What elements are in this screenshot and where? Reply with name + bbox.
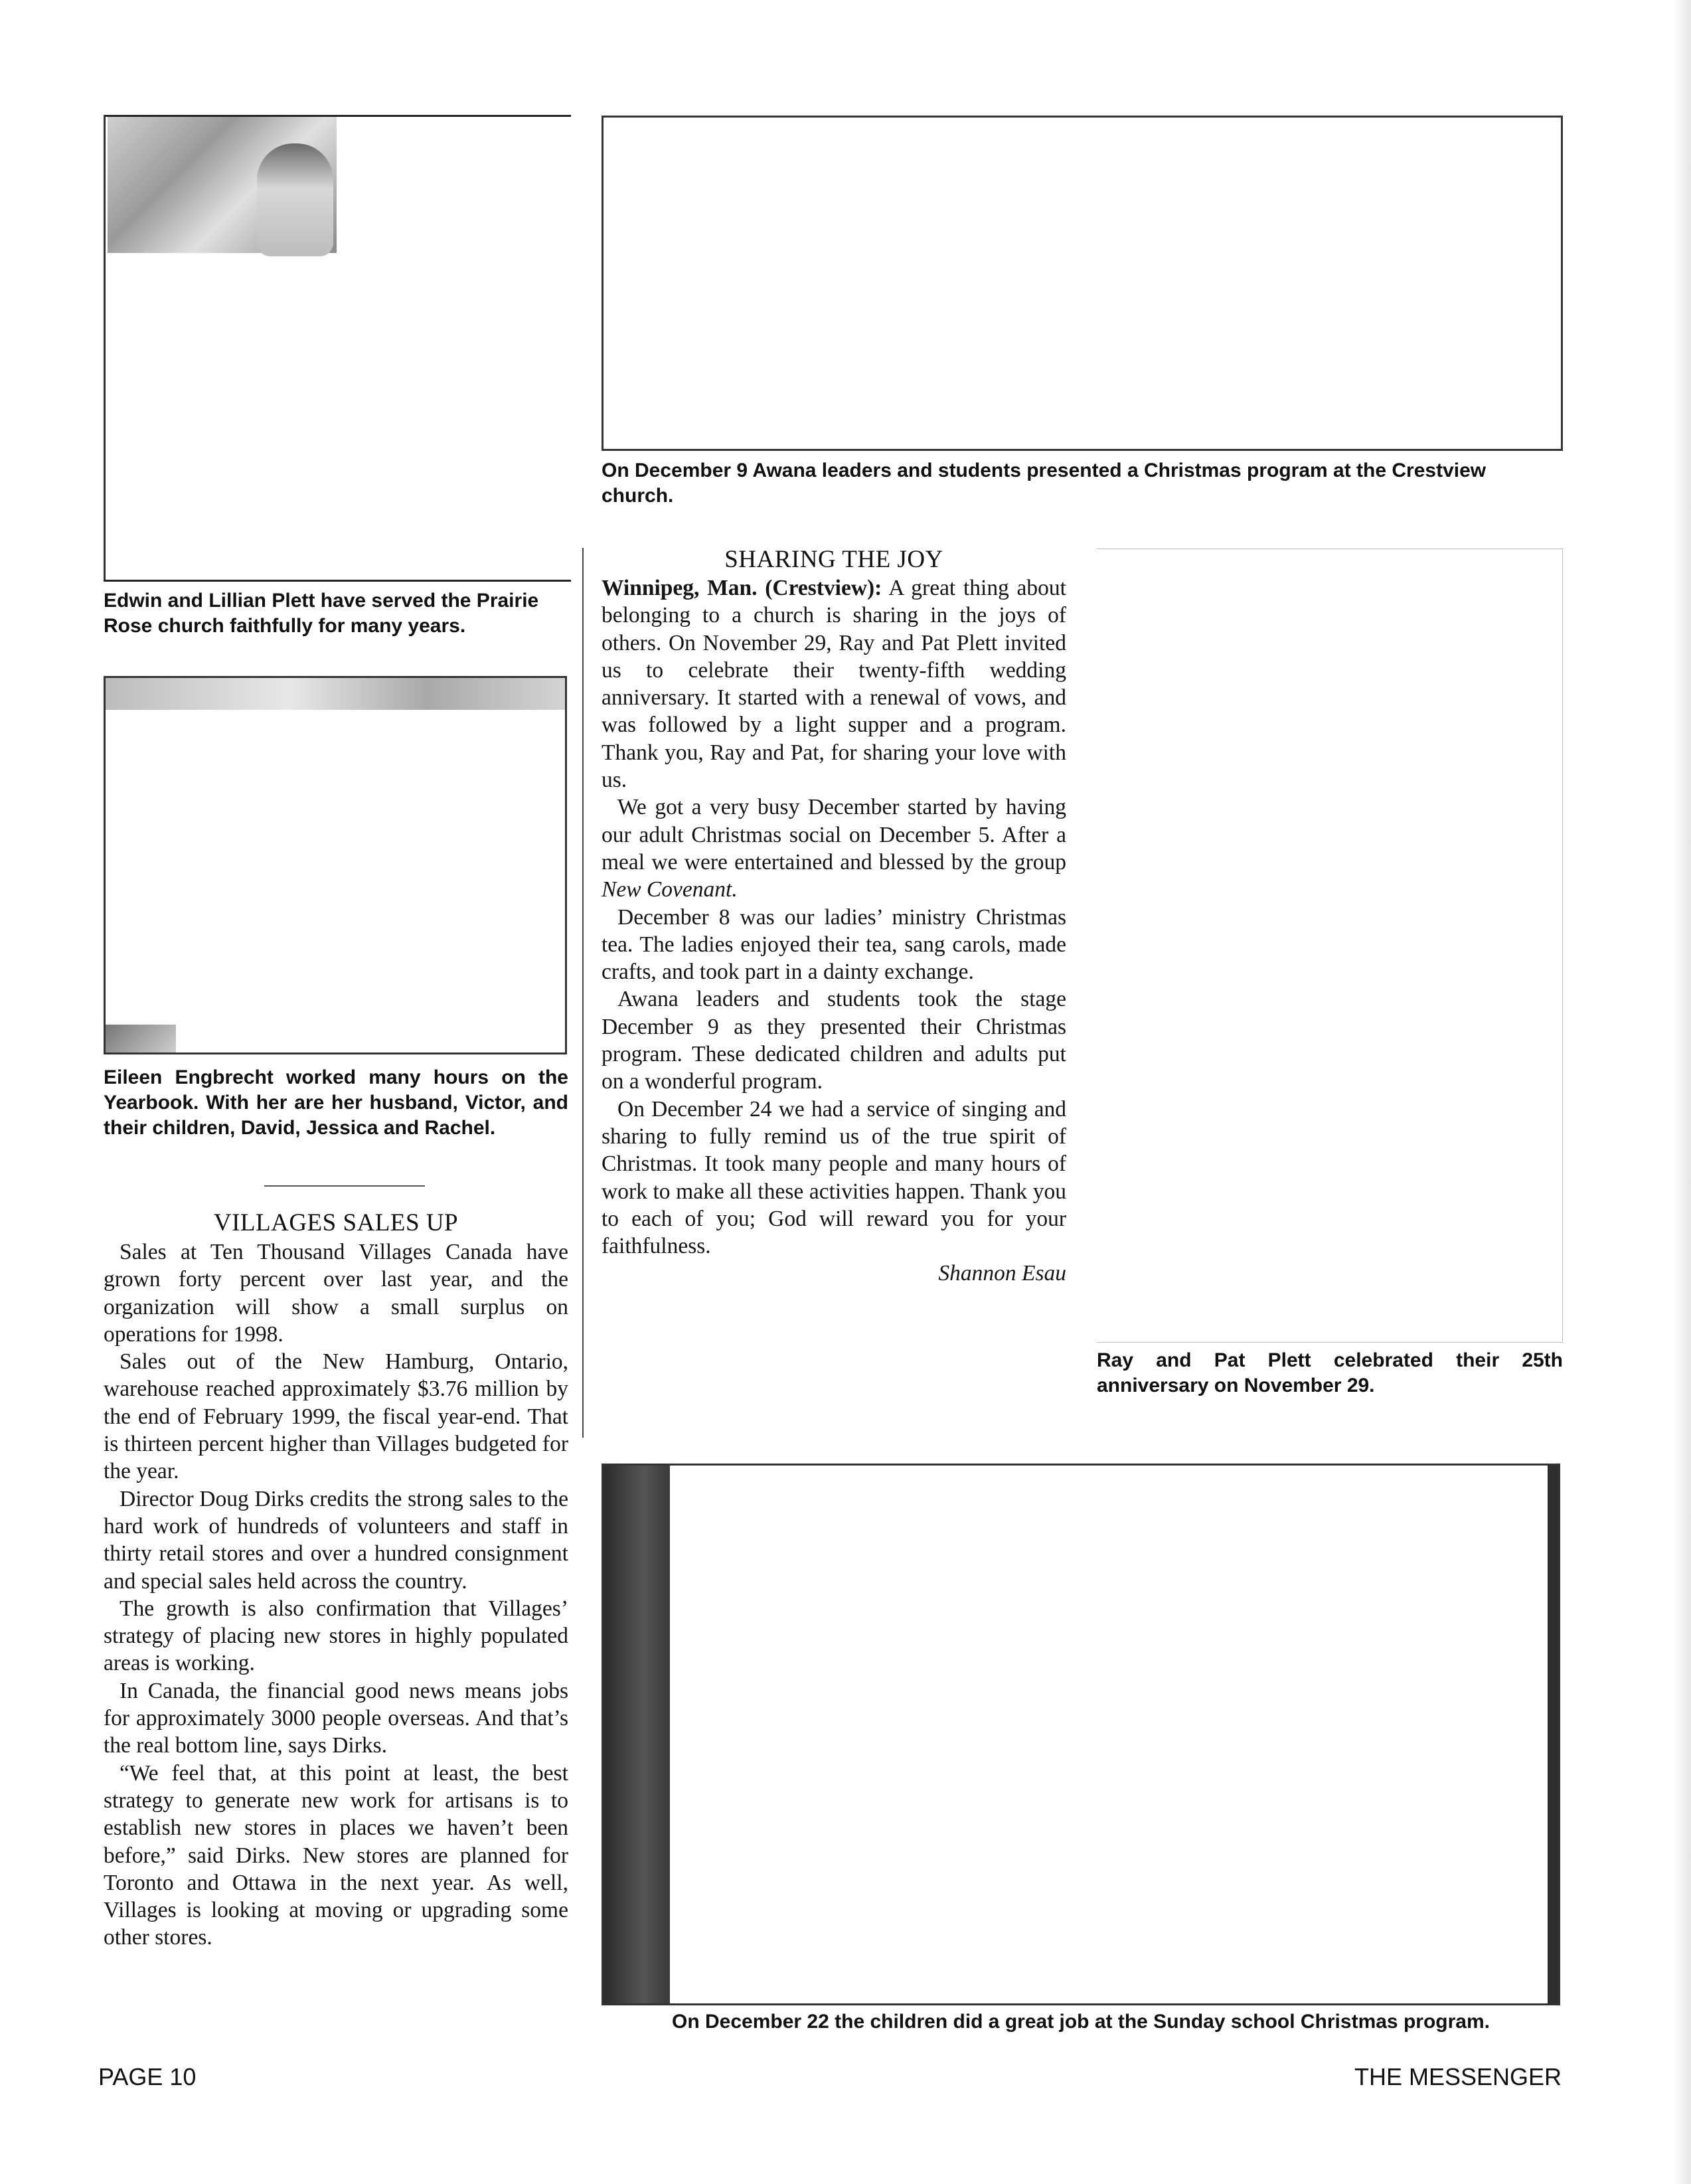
caption-rule-plett [104,580,571,582]
sharing-article [602,574,1066,1288]
anniversary-photo [1097,548,1563,1343]
villages-headline: VILLAGES SALES UP [213,1209,459,1236]
villages-article [104,1238,568,1952]
caption-awana: On December 9 Awana leaders and students presented a Christmas program at the Crestview church. [602,460,1487,507]
villages-paragraph-4: The growth is also confirmation that Villages’ strategy of placing new stores in highly populated areas is working. [104,1596,568,1676]
sharing-paragraph-2-text: We got a very busy December started by having our adult Christmas social on December 5. After a meal we were entertained and blessed by the group [602,795,1066,875]
photo-fragment-top [106,678,565,710]
sharing-paragraph-1 [602,574,1066,794]
sharing-paragraph-4: Awana leaders and students took the stage December 9 as they presented their Christmas program. These dedicated children and adults put on a wonderful program. [602,987,1066,1094]
group-name: New Covenant. [602,877,738,902]
caption-sunday-school: On December 22 the children did a great job at the Sunday school Christmas program. [672,2011,1490,2033]
page-edge [1673,0,1691,2184]
villages-paragraph-2: Sales out of the New Hamburg, Ontario, warehouse reached approximately $3.76 million by the end of February 1999, the fiscal year-end. That is thirteen percent higher than Villages budgeted for the year. [104,1349,568,1484]
author-signature: Shannon Esau [938,1261,1066,1286]
sharing-paragraph-2 [602,794,1066,903]
awana-photo [602,116,1563,451]
sharing-headline: SHARING THE JOY [724,546,943,573]
sharing-paragraph-5: On December 24 we had a service of singing and sharing to fully remind us of the true spirit of Christmas. It took many people and many hours of work to make all these activities happen. Thank you to each of you; God will reward you for your faithfulness. [602,1096,1066,1259]
villages-paragraph-5: In Canada, the financial good news means jobs for approximately 3000 people overseas. And that’s the real bottom line, says Dirks. [104,1678,568,1758]
sharing-paragraph-1-text: A great thing about belonging to a church is sharing in the joys of others. On November 29, Ray and Pat Plett invited us to celebrate their twenty-fifth wedding anniversary. It started with a renewal of vows, and was followed by a light supper and a program. Thank you, Ray and Pat, for sharing your love with us. [602,576,1066,793]
publication-name: THE MESSENGER [1354,2063,1562,2090]
sunday-school-photo [602,1464,1560,2005]
dateline: Winnipeg, Man. (Crestview): [602,576,882,600]
plett-couple-photo [104,115,571,580]
villages-paragraph-6: “We feel that, at this point at least, the best strategy to generate new work for artisans is to establish new stores in places we haven’t been before,” said Dirks. New stores are planned for Toronto and Ottawa in the next year. As well, Villages is looking at moving or upgrading some other stores. [104,1760,568,1950]
photo-fragment-portrait [108,117,337,253]
photo-fragment-left-strip [604,1466,670,2003]
section-divider [264,1185,425,1187]
photo-fragment-right-strip [1548,1466,1558,2003]
villages-paragraph-1: Sales at Ten Thousand Villages Canada have grown forty percent over last year, and the organization will show a small surplus on operations for 1998. [104,1240,568,1347]
caption-engbrecht: Eileen Engbrecht worked many hours on the Yearbook. With her are her husband, Victor, and their children, David, Jessica and Rachel. [104,1066,568,1139]
villages-paragraph-3: Director Doug Dirks credits the strong sales to the hard work of hundreds of volunteers and staff in thirty retail stores and over a hundred consignment and special sales held across the country. [104,1486,568,1594]
caption-plett-couple: Edwin and Lillian Plett have served the Prairie Rose church faithfully for many years. [104,590,539,637]
photo-fragment-corner [106,1025,176,1052]
page-number: PAGE 10 [98,2063,197,2090]
column-rule [582,548,584,1438]
face-silhouette [257,143,333,256]
sharing-paragraph-3: December 8 was our ladies’ ministry Christmas tea. The ladies enjoyed their tea, sang carols, made crafts, and took part in a dainty exchange. [602,904,1066,985]
caption-anniversary: Ray and Pat Plett celebrated their 25th anniversary on November 29. [1097,1349,1563,1396]
engbrecht-photo [104,676,567,1054]
